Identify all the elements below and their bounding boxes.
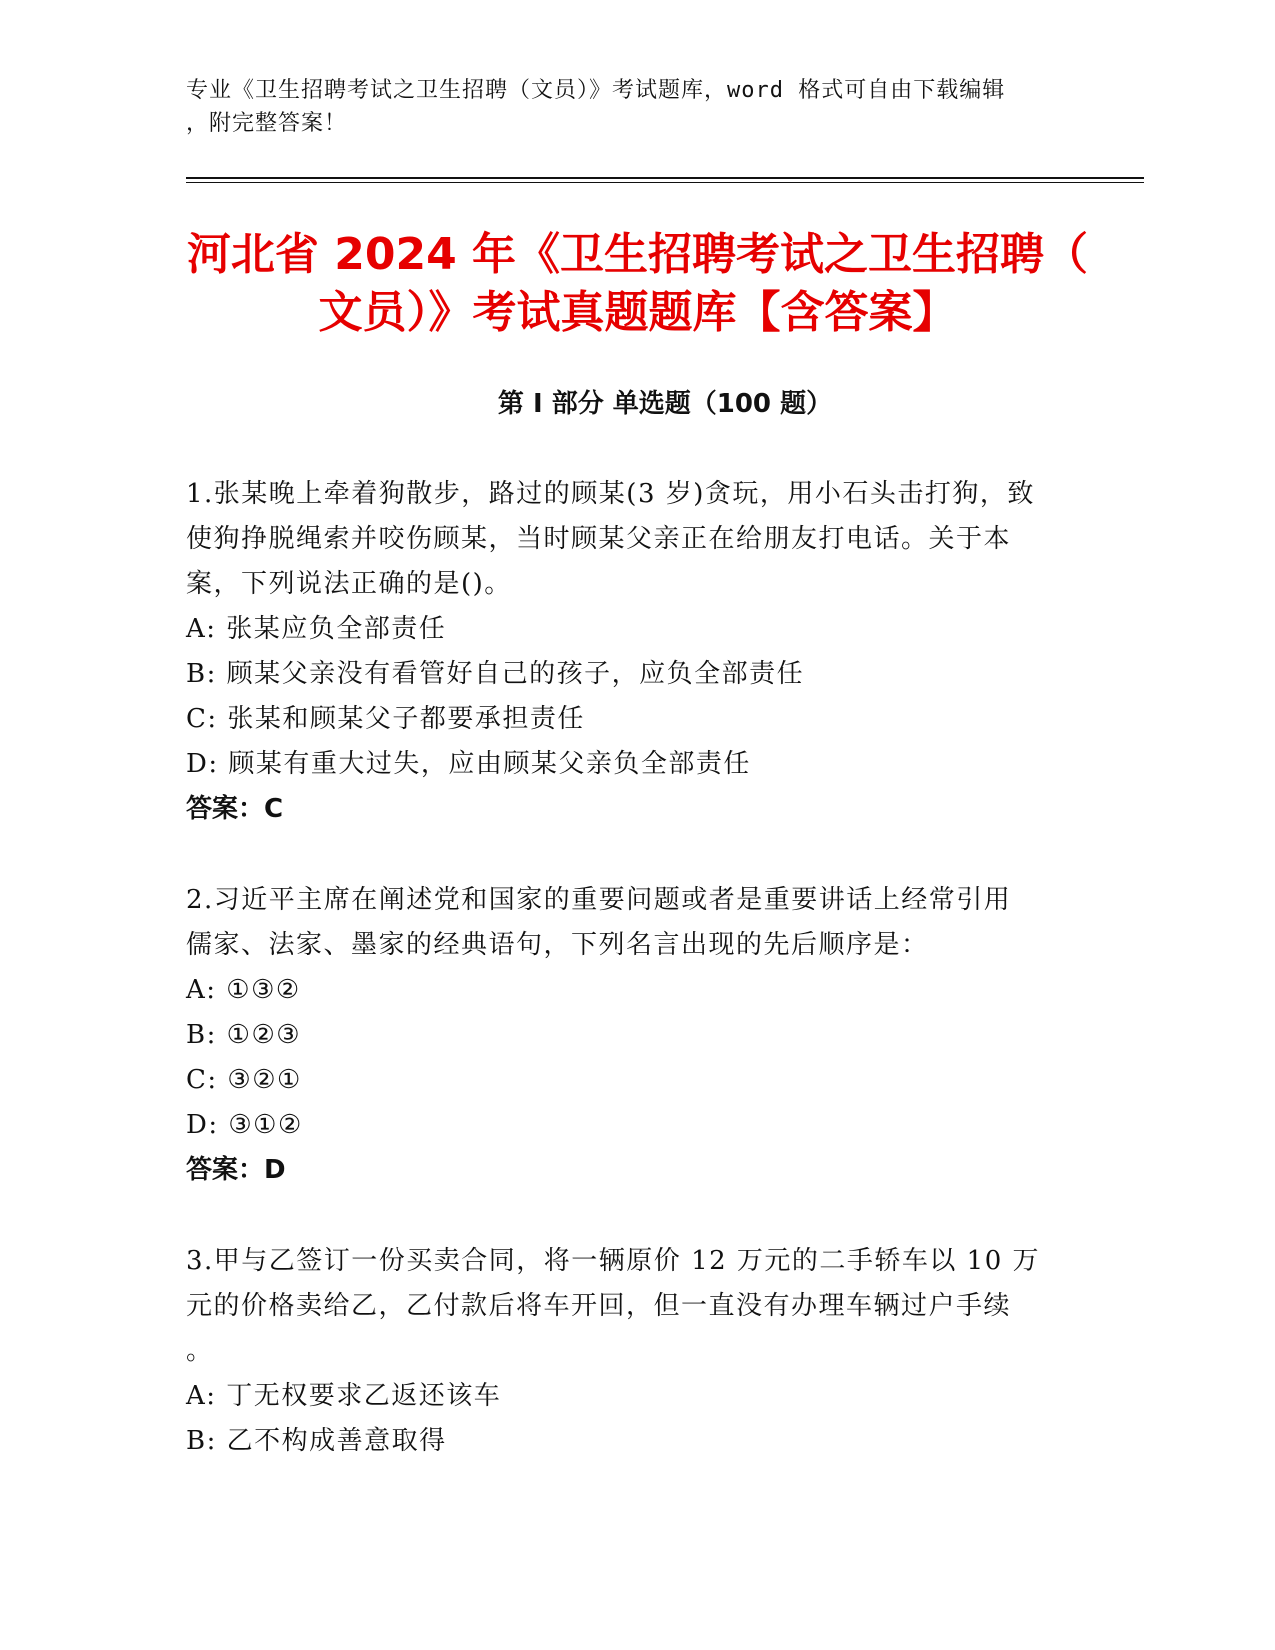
question-stem-line: 。 xyxy=(186,1336,214,1366)
question-2 xyxy=(186,878,1086,1193)
section-title: 第 I 部分 单选题（100 题） xyxy=(497,389,833,419)
header-note-line2: ，附完整答案！ xyxy=(186,111,348,136)
question-stem-line: 案，下列说法正确的是()。 xyxy=(186,569,512,599)
question-stem-line: 1.张某晚上牵着狗散步，路过的顾某(3 岁)贪玩，用小石头击打狗，致 xyxy=(186,479,1035,509)
header-divider-thick xyxy=(186,177,1144,179)
option-a: A: 张某应负全部责任 xyxy=(186,614,447,644)
option-b: B: 乙不构成善意取得 xyxy=(186,1426,447,1456)
option-d: D: 顾某有重大过失，应由顾某父亲负全部责任 xyxy=(186,749,751,779)
option-a: A: 丁无权要求乙返还该车 xyxy=(186,1381,502,1411)
question-stem xyxy=(186,878,1086,968)
document-title-line2: 文员）》考试真题题库【含答案】 xyxy=(318,287,957,338)
question-stem-line: 元的价格卖给乙，乙付款后将车开回，但一直没有办理车辆过户手续 xyxy=(186,1291,1012,1321)
document-title-line1: 河北省 2024 年《卫生招聘考试之卫生招聘（ xyxy=(186,229,1089,280)
question-stem-line: 使狗挣脱绳索并咬伤顾某，当时顾某父亲正在给朋友打电话。关于本 xyxy=(186,524,1012,554)
question-3 xyxy=(186,1239,1086,1464)
option-c: C: 张某和顾某父子都要承担责任 xyxy=(186,704,585,734)
question-stem xyxy=(186,1239,1086,1374)
question-stem-line: 3.甲与乙签订一份买卖合同，将一辆原价 12 万元的二手轿车以 10 万 xyxy=(186,1246,1041,1276)
document-title xyxy=(150,226,1125,342)
answer: 答案：D xyxy=(186,1155,286,1185)
answer: 答案：C xyxy=(186,794,284,824)
option-c: C: ③②① xyxy=(186,1065,302,1095)
option-d: D: ③①② xyxy=(186,1110,303,1140)
question-1 xyxy=(186,472,1086,832)
option-a: A: ①③② xyxy=(186,975,301,1005)
header-divider-thin xyxy=(186,182,1144,183)
question-list xyxy=(186,472,1086,1510)
header-note-line1: 专业《卫生招聘考试之卫生招聘（文员）》考试题库，word 格式可自由下载编辑 xyxy=(186,78,1006,103)
question-stem-line: 2.习近平主席在阐述党和国家的重要问题或者是重要讲话上经常引用 xyxy=(186,885,1012,915)
option-b: B: ①②③ xyxy=(186,1020,302,1050)
question-stem xyxy=(186,472,1086,607)
option-b: B: 顾某父亲没有看管好自己的孩子，应负全部责任 xyxy=(186,659,805,689)
header-note xyxy=(186,74,1086,140)
question-stem-line: 儒家、法家、墨家的经典语句，下列名言出现的先后顺序是： xyxy=(186,930,929,960)
